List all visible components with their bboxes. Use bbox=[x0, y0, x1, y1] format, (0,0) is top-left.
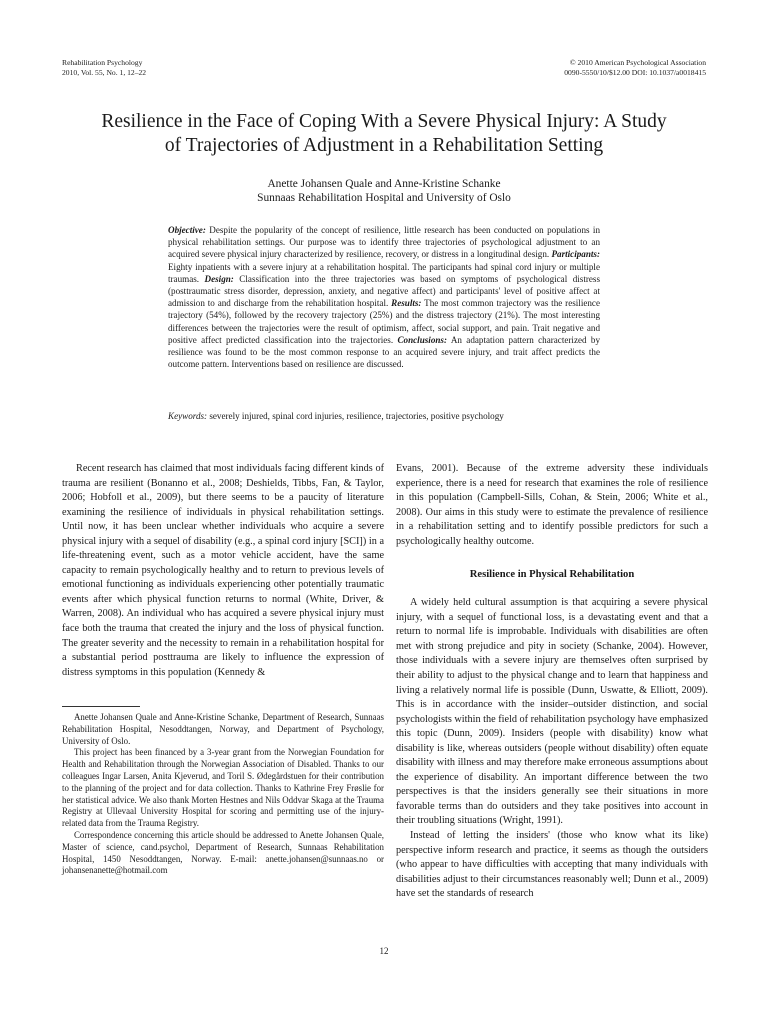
abstract bbox=[168, 224, 600, 370]
abstract-results-text: The most common trajectory was the resilience trajectory (54%), followed by the recovery trajectory (25%) and the distress trajectory (21%). The most interesting differences between the trajectories were the result of optimism, affect, social support, and pain. Trait negative and positive affect predicted classification into the trajectories. bbox=[168, 298, 601, 345]
author-affiliation: Sunnaas Rehabilitation Hospital and University of Oslo bbox=[257, 191, 511, 204]
body-column-left bbox=[62, 462, 384, 680]
abstract-objective-text: Despite the popularity of the concept of resilience, little research has been conducted on populations in physical rehabilitation settings. Our purpose was to identify three trajectories of psychological adjustment to an acquired severe physical injury characterized by resilience, recovery, or distress in a longitudinal design. bbox=[168, 225, 600, 260]
abstract-participants-label: Participants: bbox=[551, 249, 600, 260]
abstract-objective-label: Objective: bbox=[168, 225, 206, 235]
footnote-divider bbox=[62, 706, 140, 707]
body-paragraph: A widely held cultural assumption is that acquiring a severe physical injury, with a sequel of functional loss, is a devastating event and that a return to normal life is improbable. Individuals with disabilities are often met with strong prejudice and pity in society (Schanke, 2004). However, those individuals with a severe injury are themselves often surprised by their ability to adjust to the physical change and to learn that happiness and living a relatively normal life is possible (Dunn, Uswatte, & Elliott, 2009). This is in accordance with the insider–outsider distinction, and social psychologists within the field of rehabilitation psychology have emphasized this topic (Dunn, 2009). Insiders (people with disability) know what disability is like, whereas outsiders (people without disability) often equate disability with illness and may therefore make erroneous assumptions about the experience of disability. An important difference between the two perspectives is that the insiders generally see their situations in more favorable terms than do outsiders and they take positives into account in their troubling situations (Wright, 1991). bbox=[396, 597, 708, 827]
journal-header bbox=[62, 58, 146, 77]
author-note bbox=[62, 712, 384, 877]
abstract-design-text: Classification into the three trajectories was based on symptoms of psychological distress (posttraumatic stress disorder, depression, anxiety, and negative affect) and participants' level of positive affect at admission to and discharge from the rehabilitation hospital. bbox=[168, 273, 600, 309]
body-paragraph: Recent research has claimed that most individuals facing different kinds of trauma are resilient (Bonanno et al., 2008; Deshields, Tibbs, Fan, & Taylor, 2006; Hobfoll et al., 2009), but there seems to be a paucity of literature examining the resilience of individuals in physical rehabilitation settings. Until now, it has been unclear whether individuals who acquire a severe physical injury with a sequel of disability (e.g., a spinal cord injury [SCI]) in a life-threatening event, such as a motor vehicle accident, have the same capacity to remain psychologically healthy and to return to previous levels of emotional functioning as individuals experiencing other potentially traumatic events after which physical function returns to normal (White, Driver, & Warren, 2008). An individual who has acquired a severe physical injury must face both the trauma that created the injury and the loss of physical function. The greater severity and the necessity to remain in a rehabilitation hospital for a substantial period posttrauma are likely to influence the expression of distress symptoms in this population (Kennedy & bbox=[62, 463, 384, 678]
body-paragraph: Evans, 2001). Because of the extreme adversity these individuals experience, there is a need for research that examines the role of resilience in this population (Campbell-Sills, Cohan, & Stein, 2006; White et al., 2008). Our aims in this study were to estimate the prevalence of resilience in a rehabilitation setting and to identify possible predictors for such a psychologically healthy outcome. bbox=[396, 463, 708, 547]
keywords-label: Keywords: bbox=[168, 411, 208, 421]
journal-citation: 2010, Vol. 55, No. 1, 12–22 bbox=[62, 67, 147, 77]
title-line-2: of Trajectories of Adjustment in a Rehabilitation Setting bbox=[164, 135, 604, 156]
copyright-line: © 2010 American Psychological Association bbox=[569, 58, 706, 67]
keywords bbox=[168, 410, 608, 422]
journal-name: Rehabilitation Psychology bbox=[62, 58, 143, 67]
footnote-affiliation: Anette Johansen Quale and Anne-Kristine Schanke, Department of Research, Sunnaas Rehabilitation Hospital, Nesoddtangen, Norway, and Department of Psychology, University of Oslo. bbox=[62, 712, 384, 746]
footnote-funding: This project has been financed by a 3-year grant from the Norwegian Foundation for Health and Rehabilitation through the Norwegian Association of Disabled. Thanks to our colleagues Ingar Larsen, Anita Kjeverud, and Toril S. Ødegårdstuen for their contribution to the planning of the project and for data collection. Thanks to Kathrine Frey Frøslie for her statistical advice. We also thank Morten Hestnes and Nils Oddvar Skaga at the Trauma Registry at Ullevaal University Hospital for scoring and permitting use of the injury-related data from the Trauma Registry. bbox=[62, 747, 384, 829]
abstract-participants-text: Eighty inpatients with a severe injury at a rehabilitation hospital. The participants had spinal cord injury or multiple traumas. bbox=[168, 261, 600, 284]
abstract-conclusions-text: An adaptation pattern characterized by resilience was found to be the most common response to an acquired severe injury, and trait affect predicts the outcome pattern. Interventions based on resilience are discussed. bbox=[168, 334, 601, 370]
author-names: Anette Johansen Quale and Anne-Kristine Schanke bbox=[267, 178, 501, 190]
keywords-text: severely injured, spinal cord injuries, resilience, trajectories, positive psychology bbox=[207, 411, 504, 421]
doi-line: 0090-5550/10/$12.00 DOI: 10.1037/a0018415 bbox=[564, 67, 706, 77]
footnote-correspondence: Correspondence concerning this article should be addressed to Anette Johansen Quale, Master of science, cand.psychol, Department of Research, Sunnaas Rehabilitation Hospital, 1450 Nesoddtangen, Norway. E-mail: anette.johansen@sunnaas.no or johansenanette@hotmail.com bbox=[62, 829, 384, 876]
title-line-1: Resilience in the Face of Coping With a Severe Physical Injury: A Study bbox=[101, 111, 667, 132]
body-column-right bbox=[396, 462, 708, 902]
author-block bbox=[40, 178, 728, 205]
section-heading: Resilience in Physical Rehabilitation bbox=[469, 569, 635, 581]
abstract-conclusions-label: Conclusions: bbox=[397, 334, 447, 345]
copyright-header bbox=[564, 58, 706, 77]
body-paragraph: Instead of letting the insiders' (those who know what its like) perspective inform research and practice, it seems as though the outsiders (who appear to have difficulties with accepting that many individuals with disabilities adjust to their circumstances reasonably well; Dunn et al., 2009) have set the standards of research bbox=[396, 830, 708, 900]
abstract-design-label: Design: bbox=[204, 273, 234, 284]
page-number: 12 bbox=[379, 946, 389, 956]
abstract-results-label: Results: bbox=[391, 298, 422, 309]
article-title bbox=[40, 110, 728, 158]
